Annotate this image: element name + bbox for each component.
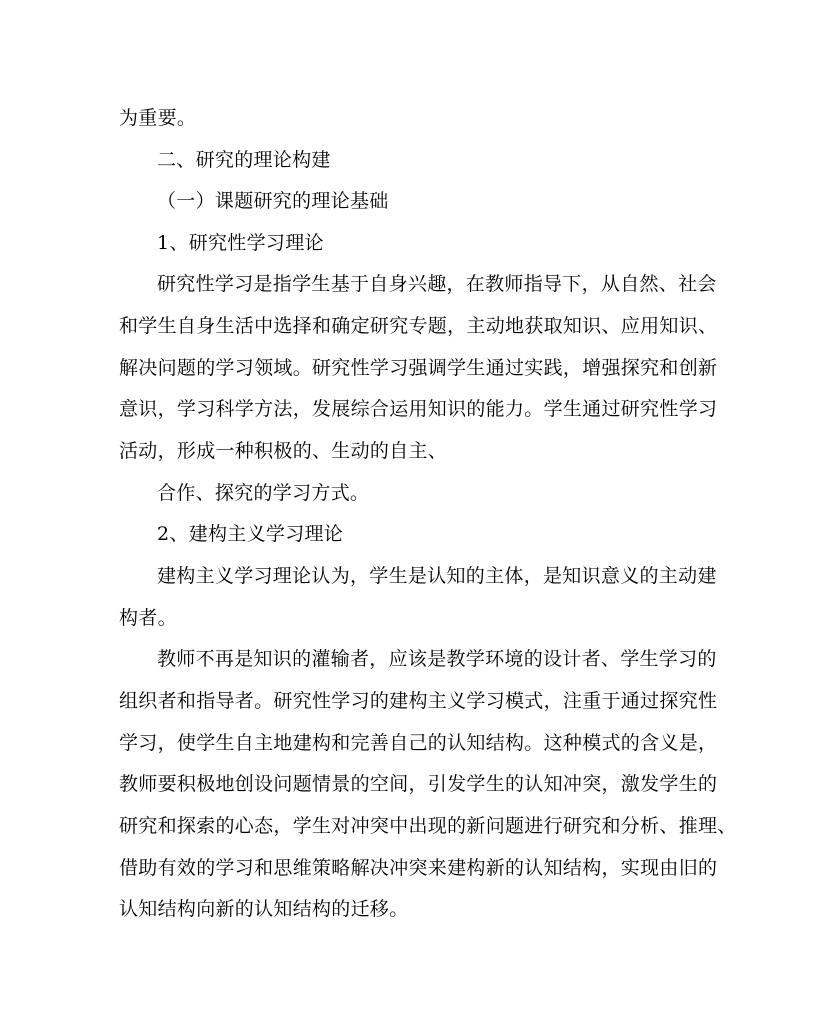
text-line: 合作、探究的学习方式。: [157, 482, 370, 504]
section-heading: 二、研究的理论构建: [157, 149, 331, 171]
text-line: 为重要。: [119, 107, 197, 129]
text-line: 研究性学习是指学生基于自身兴趣，在教师指导下，从自然、社会: [157, 273, 717, 295]
text-line: 教师要积极地创设问题情景的空间，引发学生的认知冲突，激发学生的: [119, 773, 718, 795]
topic-heading: 1、研究性学习理论: [157, 232, 324, 254]
text-line: 研究和探索的心态，学生对冲突中出现的新问题进行研究和分析、推理、: [119, 815, 737, 837]
text-line: 组织者和指导者。研究性学习的建构主义学习模式，注重于通过探究性: [119, 690, 718, 712]
text-line: 构者。: [119, 607, 177, 629]
text-line: 和学生自身生活中选择和确定研究专题，主动地获取知识、应用知识、: [119, 315, 718, 337]
text-line: 活动，形成一种积极的、生动的自主、: [119, 440, 448, 462]
text-line: 认知结构向新的认知结构的迁移。: [119, 898, 409, 920]
text-line: 解决问题的学习领域。研究性学习强调学生通过实践，增强探究和创新: [119, 357, 718, 379]
text-line: 学习，使学生自主地建构和完善自己的认知结构。这种模式的含义是，: [119, 732, 718, 754]
subsection-heading: （一）课题研究的理论基础: [157, 190, 389, 212]
text-line: 意识，学习科学方法，发展综合运用知识的能力。学生通过研究性学习: [119, 398, 718, 420]
text-line: 教师不再是知识的灌输者，应该是教学环境的设计者、学生学习的: [157, 648, 717, 670]
text-line: 借助有效的学习和思维策略解决冲突来建构新的认知结构，实现由旧的: [119, 857, 718, 879]
text-line: 建构主义学习理论认为，学生是认知的主体，是知识意义的主动建: [157, 565, 717, 587]
topic-heading: 2、建构主义学习理论: [157, 523, 344, 545]
